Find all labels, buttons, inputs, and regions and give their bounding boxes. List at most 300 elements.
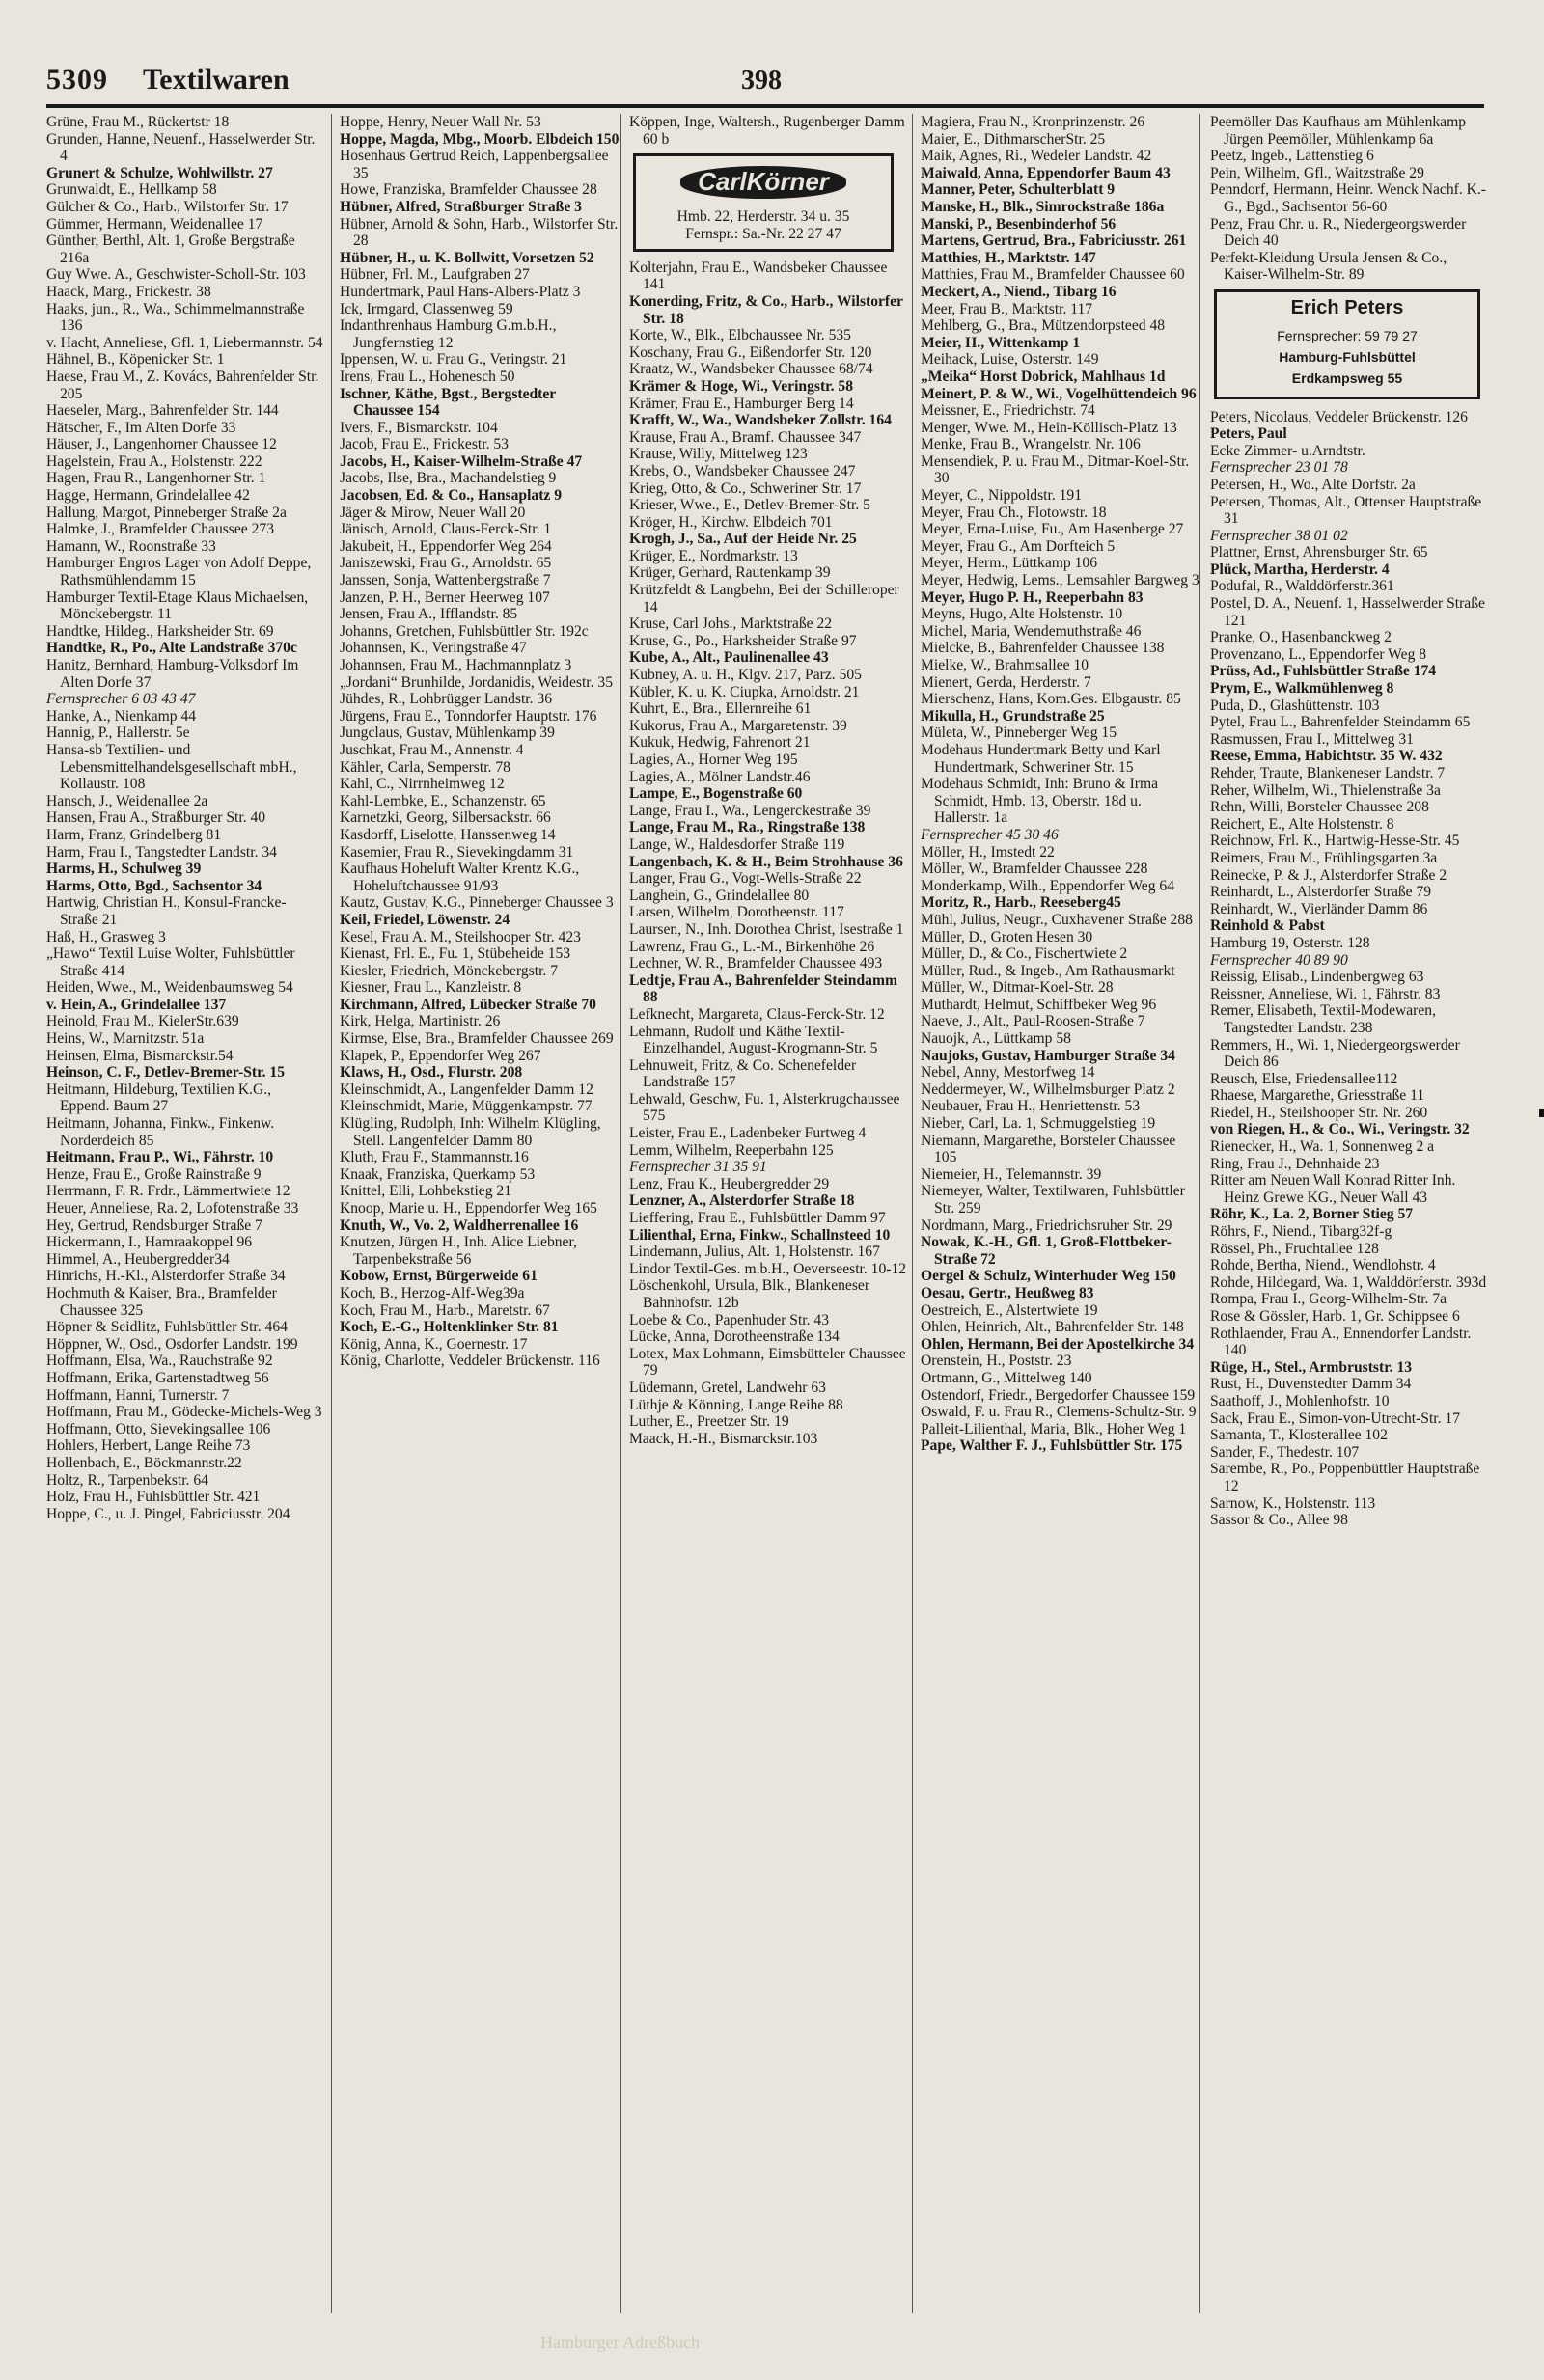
listing-entry: Möller, W., Bramfelder Chaussee 228 (921, 861, 1148, 878)
listing-entry: Penndorf, Hermann, Heinr. Wenck Nachf. K.-G., Bgd., Sachsentor 56-60 (1210, 181, 1486, 215)
listing-entry: Langhein, G., Grindelallee 80 (629, 887, 810, 904)
listing-entry: Janiszewski, Frau G., Arnoldstr. 65 (340, 555, 552, 572)
listing-entry: Heinsen, Elma, Bismarckstr.54 (46, 1047, 234, 1064)
listing-entry: Pranke, O., Hasenbanckweg 2 (1210, 629, 1392, 646)
listing-entry: Lenz, Frau K., Heubergredder 29 (629, 1175, 830, 1192)
listing-entry: Modehaus Schmidt, Inh: Bruno & Irma Schmidt, Hmb. 13, Oberstr. 18d u. Hallerstr. 1a (921, 776, 1159, 827)
listing-entry: Lehnuweit, Fritz, & Co. Schenefelder Landstraße 157 (629, 1056, 857, 1091)
listing-entry: Niemann, Margarethe, Borsteler Chaussee 105 (921, 1132, 1176, 1166)
listing-entry: Ick, Irmgard, Classenweg 59 (340, 300, 513, 317)
listing-entry: Kasdorff, Liselotte, Hanssenweg 14 (340, 826, 556, 843)
listing-entry: Remmers, H., Wi. 1, Niedergeorgswerder Deich 86 (1210, 1036, 1460, 1071)
listing-entry: Halmke, J., Bramfelder Chaussee 273 (46, 521, 275, 538)
listing-entry: Kuhrt, E., Bra., Ellernreihe 61 (629, 700, 812, 718)
listing-entry: Reichnow, Frl. K., Hartwig-Hesse-Str. 45 (1210, 833, 1460, 850)
listing-entry: Nowak, K.-H., Gfl. 1, Groß-Flottbeker-Straße 72 (921, 1234, 1172, 1268)
listing-entry: Meyer, C., Nippoldstr. 191 (921, 487, 1083, 505)
listing-entry: v. Hein, A., Grindelallee 137 (46, 996, 227, 1013)
listing-entry: Peetz, Ingeb., Lattenstieg 6 (1210, 148, 1374, 165)
listing-entry: v. Hacht, Anneliese, Gfl. 1, Liebermannstr. 54 (46, 334, 323, 351)
listing-entry: Ohlen, Hermann, Bei der Apostelkirche 34 (921, 1335, 1195, 1353)
listing-entry: Hundertmark, Paul Hans-Albers-Platz 3 (340, 283, 581, 300)
listing-entry: Hoffmann, Erika, Gartenstadtweg 56 (46, 1369, 269, 1386)
listing-entry: Heinson, C. F., Detlev-Bremer-Str. 15 (46, 1064, 286, 1081)
listing-entry: Koch, E.-G., Holtenklinker Str. 81 (340, 1319, 559, 1336)
listing-entry: Rehder, Traute, Blankeneser Landstr. 7 (1210, 765, 1446, 781)
listing-entry: Fernsprecher 31 35 91 (629, 1159, 767, 1176)
listing-entry: Johanns, Gretchen, Fuhlsbüttler Str. 192c (340, 622, 589, 640)
listing-entry: Koch, B., Herzog-Alf-Weg39a (340, 1284, 525, 1301)
listing-entry: Hanke, A., Nienkamp 44 (46, 707, 197, 725)
listing-entry: Lawrenz, Frau G., L.-M., Birkenhöhe 26 (629, 938, 875, 955)
listing-entry: Oergel & Schulz, Winterhuder Weg 150 (921, 1268, 1176, 1285)
listing-entry: Kröger, H., Kirchw. Elbdeich 701 (629, 513, 833, 531)
listing-entry: Guy Wwe. A., Geschwister-Scholl-Str. 103 (46, 266, 306, 284)
listing-entry: Manski, P., Besenbinderhof 56 (921, 215, 1117, 233)
listing-entry: Rehn, Willi, Borsteler Chaussee 208 (1210, 799, 1429, 816)
listing-entry: Hollenbach, E., Böckmannstr.22 (46, 1454, 242, 1471)
listing-entry: Jacobs, H., Kaiser-Wilhelm-Straße 47 (340, 452, 583, 470)
listing-entry: Heitmann, Johanna, Finkw., Finkenw. Norderdeich 85 (46, 1115, 275, 1149)
listing-entry: Lieffering, Frau E., Fuhlsbüttler Damm 97 (629, 1210, 886, 1227)
listing-entry: Maik, Agnes, Ri., Wedeler Landstr. 42 (921, 148, 1152, 165)
listing-entry: Höppner, W., Osd., Osdorfer Landstr. 199 (46, 1335, 298, 1353)
listing-entry: Reinhardt, L., Alsterdorfer Straße 79 (1210, 884, 1432, 901)
listing-entry: Meinert, P. & W., Wi., Vogelhüttendeich 96 (921, 385, 1197, 402)
listing-entry: Hoffmann, Hanni, Turnerstr. 7 (46, 1386, 230, 1404)
listing-entry: Jühdes, R., Lohbrügger Landstr. 36 (340, 691, 553, 708)
listing-entry: Menke, Frau B., Wrangelstr. Nr. 106 (921, 436, 1141, 453)
carl-koerner-advertisement (633, 153, 894, 252)
listing-entry: Hosenhaus Gertrud Reich, Lappenbergsallee 35 (340, 148, 609, 181)
listing-entry: Modehaus Hundertmark Betty und Karl Hundertmark, Schweriner Str. 15 (921, 741, 1161, 776)
listing-entry: Handtke, R., Po., Alte Landstraße 370c (46, 640, 297, 657)
listing-entry: Karnetzki, Georg, Silbersackstr. 66 (340, 809, 551, 827)
listing-entry: Oswald, F. u. Frau R., Clemens-Schultz-Str. 9 (921, 1404, 1197, 1421)
listing-entry: Knoop, Marie u. H., Eppendorfer Weg 165 (340, 1200, 597, 1217)
listing-entry: Lücke, Anna, Dorotheenstraße 134 (629, 1328, 840, 1346)
listing-entry: Podufal, R., Walddörferstr.361 (1210, 578, 1394, 595)
listing-entry: Herrmann, F. R. Frdr., Lämmertwiete 12 (46, 1183, 290, 1200)
listing-entry: Niemeyer, Walter, Textilwaren, Fuhlsbüttler Str. 259 (921, 1183, 1185, 1217)
listing-entry: Sander, F., Thedestr. 107 (1210, 1443, 1360, 1461)
listing-entry: Müller, W., Ditmar-Koel-Str. 28 (921, 979, 1114, 997)
listing-entry: Matthies, Frau M., Bramfelder Chaussee 60 (921, 266, 1185, 284)
listing-entry: Müller, D., & Co., Fischertwiete 2 (921, 945, 1128, 963)
listing-entry: Riedel, H., Steilshooper Str. Nr. 260 (1210, 1104, 1428, 1121)
listing-entry: Oestreich, E., Alstertwiete 19 (921, 1301, 1098, 1319)
listing-entry: Fernsprecher 40 89 90 (1210, 951, 1348, 969)
listing-entry: Kraatz, W., Wandsbeker Chaussee 68/74 (629, 361, 873, 378)
listing-entry: Lindemann, Julius, Alt. 1, Holstenstr. 167 (629, 1244, 880, 1261)
listing-entry: Meyer, Herm., Lüttkamp 106 (921, 555, 1097, 572)
listing-entry: Lindor Textil-Ges. m.b.H., Oeverseestr. 10-12 (629, 1260, 907, 1277)
listing-entry: Johannsen, K., Veringstraße 47 (340, 640, 527, 657)
listing-entry: Hohlers, Herbert, Lange Reihe 73 (46, 1437, 251, 1455)
listing-entry: Loebe & Co., Papenhuder Str. 43 (629, 1311, 830, 1328)
listing-entry: Palleit-Lilienthal, Maria, Blk., Hoher Weg 1 (921, 1420, 1187, 1437)
listing-entry: Mienert, Gerda, Herderstr. 7 (921, 673, 1091, 691)
listing-entry: Peters, Paul (1210, 425, 1287, 443)
listing-entry: Meyer, Hedwig, Lems., Lemsahler Bargweg 3 (921, 572, 1199, 589)
listing-entry: Kluth, Frau F., Stammannstr.16 (340, 1149, 529, 1166)
listing-entry: Kukuk, Hedwig, Fahrenort 21 (629, 734, 811, 752)
listing-entry: Hallung, Margot, Pinneberger Straße 2a (46, 504, 287, 521)
listing-entry: Irens, Frau L., Hohenesch 50 (340, 368, 515, 385)
listing-entry: Johannsen, Frau M., Hachmannplatz 3 (340, 657, 572, 673)
listing-entry: Kruse, G., Po., Harksheider Straße 97 (629, 632, 857, 649)
listing-entry: Hamburger Engros Lager von Adolf Deppe, Rathsmühlendamm 15 (46, 555, 312, 589)
listing-entry: Krafft, W., Wa., Wandsbeker Zollstr. 164 (629, 412, 892, 429)
listing-entry: Matthies, H., Marktstr. 147 (921, 249, 1096, 266)
listing-columns (46, 114, 1487, 2323)
listing-entry: Hoffmann, Elsa, Wa., Rauchstraße 92 (46, 1353, 273, 1370)
listing-entry: Hätscher, F., Im Alten Dorfe 33 (46, 419, 236, 436)
listing-entry: Meyns, Hugo, Alte Holstenstr. 10 (921, 606, 1123, 623)
listing-entry: Grunwaldt, E., Hellkamp 58 (46, 181, 217, 199)
listing-entry: Heinold, Frau M., KielerStr.639 (46, 1013, 239, 1030)
listing-entry: Meer, Frau B., Marktstr. 117 (921, 300, 1093, 317)
listing-entry: Howe, Franziska, Bramfelder Chaussee 28 (340, 181, 597, 199)
listing-entry: Krause, Willy, Mittelweg 123 (629, 446, 808, 463)
listing-entry: Plattner, Ernst, Ahrensburger Str. 65 (1210, 544, 1428, 561)
listing-entry: Nauojk, A., Lüttkamp 58 (921, 1030, 1071, 1048)
listing-entry: Krieser, Wwe., E., Detlev-Bremer-Str. 5 (629, 497, 870, 514)
listing-entry: Jacobs, Ilse, Bra., Machandelstieg 9 (340, 470, 557, 487)
listing-entry: Hanitz, Bernhard, Hamburg-Volksdorf Im Alten Dorfe 37 (46, 657, 299, 691)
listing-entry: Indanthrenhaus Hamburg G.m.b.H., Jungfernstieg 12 (340, 317, 557, 351)
listing-entry: Sarembe, R., Po., Poppenbüttler Hauptstraße 12 (1210, 1461, 1480, 1494)
listing-entry: Koch, Frau M., Harb., Maretstr. 67 (340, 1301, 550, 1319)
column-3 (629, 114, 911, 2323)
listing-entry: Lüdemann, Gretel, Landwehr 63 (629, 1379, 826, 1396)
listing-entry: Grunden, Hanne, Neuenf., Hasselwerder Str. 4 (46, 130, 316, 165)
listing-entry: Leister, Frau E., Ladenbeker Furtweg 4 (629, 1125, 867, 1142)
section-code: 5309 (46, 64, 108, 96)
listing-entry: Luther, E., Preetzer Str. 19 (629, 1413, 789, 1431)
listing-entry: Kahl, C., Nirrnheimweg 12 (340, 776, 505, 793)
listing-entry: Nordmann, Marg., Friedrichsruher Str. 29 (921, 1217, 1172, 1234)
listing-entry: Reinhold & Pabst (1210, 917, 1325, 935)
listing-entry: Jacobsen, Ed. & Co., Hansaplatz 9 (340, 487, 563, 505)
listing-entry: Kleinschmidt, A., Langenfelder Damm 12 (340, 1081, 593, 1098)
listing-entry: Krieg, Otto, & Co., Schweriner Str. 17 (629, 479, 862, 497)
listing-entry: Maier, E., DithmarscherStr. 25 (921, 130, 1106, 148)
listing-entry: Larsen, Wilhelm, Dorotheenstr. 117 (629, 904, 844, 921)
listing-entry: Penz, Frau Chr. u. R., Niedergeorgswerder Deich 40 (1210, 215, 1467, 250)
listing-entry: Günther, Berthl, Alt. 1, Große Bergstraße 216a (46, 233, 295, 266)
listing-entry: Lotex, Max Lohmann, Eimsbütteler Chaussee 79 (629, 1345, 906, 1380)
listing-entry: Mensendiek, P. u. Frau M., Ditmar-Koel-Str. 30 (921, 452, 1190, 487)
listing-entry: Puda, D., Glashüttenstr. 103 (1210, 697, 1380, 714)
listing-entry: Kahl-Lembke, E., Schanzenstr. 65 (340, 792, 546, 809)
listing-entry: Fernsprecher 23 01 78 (1210, 459, 1348, 477)
listing-entry: Fernsprecher 45 30 46 (921, 826, 1059, 843)
listing-entry: Hansa-sb Textilien- und Lebensmittelhandelsgesellschaft mbH., Kollaustr. 108 (46, 741, 297, 793)
listing-entry: Lehwald, Geschw, Fu. 1, Alsterkrugchaussee 575 (629, 1090, 900, 1125)
listing-entry: Harm, Franz, Grindelberg 81 (46, 826, 222, 843)
listing-entry: Knaak, Franziska, Querkamp 53 (340, 1165, 536, 1183)
ad-street: Erdkampsweg 55 (1291, 369, 1403, 386)
listing-entry: Himmel, A., Heubergredder34 (46, 1250, 230, 1268)
section-title: Textilwaren (143, 64, 290, 96)
listing-entry: Ring, Frau J., Dehnhaide 23 (1210, 1155, 1380, 1172)
ad-address: Hmb. 22, Herderstr. 34 u. 35 (676, 207, 850, 225)
listing-entry: Michel, Maria, Wendemuthstraße 46 (921, 622, 1142, 640)
listing-entry: Petersen, H., Wo., Alte Dorfstr. 2a (1210, 476, 1416, 493)
listing-entry: Hagen, Frau R., Langenhorner Str. 1 (46, 470, 266, 487)
listing-entry: Heitmann, Frau P., Wi., Fährstr. 10 (46, 1149, 274, 1166)
listing-entry: Holtz, R., Tarpenbekstr. 64 (46, 1471, 208, 1489)
listing-entry: Lange, W., Haldesdorfer Straße 119 (629, 835, 845, 853)
edge-mark (1539, 1109, 1544, 1117)
listing-entry: Janssen, Sonja, Wattenbergstraße 7 (340, 572, 551, 589)
listing-entry: Maiwald, Anna, Eppendorfer Baum 43 (921, 164, 1171, 181)
header-rule (46, 104, 1484, 108)
listing-entry: Hartwig, Christian H., Konsul-Francke-Straße 21 (46, 894, 287, 928)
listing-entry: Hochmuth & Kaiser, Bra., Bramfelder Chaussee 325 (46, 1284, 277, 1319)
listing-entry: Haeseler, Marg., Bahrenfelder Str. 144 (46, 402, 279, 420)
listing-entry: Kirmse, Else, Bra., Bramfelder Chaussee 269 (340, 1030, 614, 1048)
listing-entry: Rhaese, Margarethe, Griesstraße 11 (1210, 1087, 1425, 1105)
listing-entry: Hamburger Textil-Etage Klaus Michaelsen, Mönckebergstr. 11 (46, 588, 309, 623)
listing-entry: Sarnow, K., Holstenstr. 113 (1210, 1494, 1376, 1512)
listing-entry: Kleinschmidt, Marie, Müggenkampstr. 77 (340, 1098, 593, 1115)
listing-entry: Rompa, Frau I., Georg-Wilhelm-Str. 7a (1210, 1291, 1448, 1308)
listing-entry: Heiden, Wwe., M., Weidenbaumsweg 54 (46, 979, 293, 997)
listing-entry: Hey, Gertrud, Rendsburger Straße 7 (46, 1217, 262, 1234)
listing-entry: Menger, Wwe. M., Hein-Köllisch-Platz 13 (921, 419, 1177, 436)
listing-entry: Müller, D., Groten Hesen 30 (921, 928, 1093, 945)
listing-entry: Knittel, Elli, Lohbekstieg 21 (340, 1183, 512, 1200)
listing-entry: Mehlberg, G., Bra., Mützendorpsteed 48 (921, 317, 1166, 335)
listing-entry: Krüger, Gerhard, Rautenkamp 39 (629, 564, 831, 582)
listing-entry: Handtke, Hildeg., Harksheider Str. 69 (46, 622, 274, 640)
listing-entry: Röhr, K., La. 2, Borner Stieg 57 (1210, 1206, 1414, 1223)
listing-entry: Ippensen, W. u. Frau G., Veringstr. 21 (340, 351, 567, 369)
column-2 (340, 114, 620, 2323)
listing-entry: Kubney, A. u. H., Klgv. 217, Parz. 505 (629, 667, 862, 684)
listing-entry: Martens, Gertrud, Bra., Fabriciusstr. 261 (921, 233, 1187, 250)
listing-entry: Hähnel, B., Köpenicker Str. 1 (46, 351, 225, 369)
page-number: 398 (741, 66, 782, 96)
listing-entry: Niemeier, H., Telemannstr. 39 (921, 1165, 1102, 1183)
listing-entry: Rose & Gössler, Harb. 1, Gr. Schippsee 6 (1210, 1308, 1460, 1325)
listing-entry: Hagelstein, Frau A., Holstenstr. 222 (46, 452, 262, 470)
listing-entry: Mületa, W., Pinneberger Weg 15 (921, 725, 1117, 742)
listing-entry: Harm, Frau I., Tangstedter Landstr. 34 (46, 843, 277, 861)
listing-entry: Laursen, N., Inh. Dorothea Christ, Isestraße 1 (629, 920, 904, 938)
listing-entry: Heuer, Anneliese, Ra. 2, Lofotenstraße 33 (46, 1200, 299, 1217)
listing-entry: Kähler, Carla, Semperstr. 78 (340, 758, 510, 776)
listing-entry: Lechner, W. R., Bramfelder Chaussee 493 (629, 955, 883, 972)
listing-entry: Kiesner, Frau L., Kanzleistr. 8 (340, 979, 522, 997)
listing-entry: Hagge, Hermann, Grindelallee 42 (46, 487, 250, 505)
listing-entry: Lüthje & Könning, Lange Reihe 88 (629, 1396, 843, 1413)
listing-entry: Ledtje, Frau A., Bahrenfelder Steindamm 88 (629, 971, 897, 1006)
listing-entry: Hamburg 19, Osterstr. 128 (1210, 934, 1370, 951)
listing-entry: Rüge, H., Stel., Armbruststr. 13 (1210, 1358, 1413, 1376)
listing-entry: Reissig, Elisab., Lindenbergweg 63 (1210, 969, 1424, 986)
listing-entry: Ohlen, Heinrich, Alt., Bahrenfelder Str. 148 (921, 1319, 1184, 1336)
listing-entry: Krüger, E., Nordmarkstr. 13 (629, 547, 798, 564)
listing-entry: Jacob, Frau E., Frickestr. 53 (340, 436, 509, 453)
listing-entry: Meier, H., Wittenkamp 1 (921, 334, 1081, 351)
listing-entry: Naeve, J., Alt., Paul-Roosen-Straße 7 (921, 1013, 1145, 1030)
listing-entry: Meyer, Erna-Luise, Fu., Am Hasenberge 27 (921, 521, 1184, 538)
listing-entry: Kesel, Frau A. M., Steilshooper Str. 423 (340, 928, 581, 945)
listing-entry: Kübler, K. u. K. Ciupka, Arnoldstr. 21 (629, 683, 860, 700)
listing-entry: Klügling, Rudolph, Inh: Wilhelm Klügling, Stell. Langenfelder Damm 80 (340, 1115, 601, 1149)
listing-entry: Röhrs, F., Niend., Tibarg32f-g (1210, 1223, 1392, 1241)
listing-entry: Provenzano, L., Eppendorfer Weg 8 (1210, 645, 1427, 663)
ad-phone: Fernspr.: Sa.-Nr. 22 27 47 (685, 225, 841, 242)
listing-entry: Hinrichs, H.-Kl., Alsterdorfer Straße 34 (46, 1268, 286, 1285)
listing-entry: Rasmussen, Frau I., Mittelweg 31 (1210, 730, 1414, 748)
listing-entry: Petersen, Thomas, Alt., Ottenser Hauptstraße 31 (1210, 493, 1482, 528)
listing-entry: Rienecker, H., Wa. 1, Sonnenweg 2 a (1210, 1138, 1435, 1156)
listing-entry: Hoffmann, Otto, Sievekingsallee 106 (46, 1420, 271, 1437)
listing-entry: Rust, H., Duvenstedter Damm 34 (1210, 1376, 1412, 1393)
listing-entry: Hoffmann, Frau M., Gödecke-Michels-Weg 3 (46, 1404, 322, 1421)
listing-entry: Moritz, R., Harb., Reeseberg45 (921, 894, 1121, 912)
listing-entry: Kautz, Gustav, K.G., Pinneberger Chaussee 3 (340, 894, 614, 912)
listing-entry: Muthardt, Helmut, Schiffbeker Weg 96 (921, 996, 1157, 1013)
listing-entry: Krogh, J., Sa., Auf der Heide Nr. 25 (629, 531, 857, 548)
listing-entry: Knuth, W., Vo. 2, Waldherrenallee 16 (340, 1217, 579, 1234)
listing-entry: Keil, Friedel, Löwenstr. 24 (340, 911, 510, 928)
listing-entry: Hoppe, Henry, Neuer Wall Nr. 53 (340, 114, 541, 130)
listing-entry: Heitmann, Hildeburg, Textilien K.G., Eppend. Baum 27 (46, 1081, 272, 1115)
listing-entry: Ostendorf, Friedr., Bergedorfer Chaussee 159 (921, 1386, 1196, 1404)
listing-entry: Plück, Martha, Herderstr. 4 (1210, 561, 1390, 578)
listing-entry: Meihack, Luise, Osterstr. 149 (921, 351, 1099, 369)
listing-entry: Manske, H., Blk., Simrockstraße 186a (921, 198, 1165, 215)
listing-entry: Reese, Emma, Habichtstr. 35 W. 432 (1210, 748, 1443, 765)
listing-entry: Reusch, Else, Friedensallee112 (1210, 1070, 1398, 1087)
listing-entry: Ivers, F., Bismarckstr. 104 (340, 419, 498, 436)
listing-entry: Lampe, E., Bogenstraße 60 (629, 785, 803, 803)
listing-entry: Jänisch, Arnold, Claus-Ferck-Str. 1 (340, 521, 552, 538)
listing-entry: Häuser, J., Langenhorner Chaussee 12 (46, 436, 277, 453)
listing-entry: Lilienthal, Erna, Finkw., Schallnsteed 10 (629, 1226, 891, 1244)
listing-entry: Ortmann, G., Mittelweg 140 (921, 1369, 1092, 1386)
listing-entry: Juschkat, Frau M., Annenstr. 4 (340, 741, 524, 758)
listing-entry: Kube, A., Alt., Paulinenallee 43 (629, 649, 829, 667)
listing-entry: Henze, Frau E., Große Rainstraße 9 (46, 1165, 262, 1183)
listing-entry: Peters, Nicolaus, Veddeler Brückenstr. 126 (1210, 408, 1468, 425)
ad-phone: Fernsprecher: 59 79 27 (1277, 327, 1418, 343)
listing-entry: Kienast, Frl. E., Fu. 1, Stübeheide 153 (340, 945, 571, 963)
listing-entry: Kirk, Helga, Martinistr. 26 (340, 1013, 501, 1030)
listing-entry: Heins, W., Marnitzstr. 51a (46, 1030, 205, 1048)
listing-entry: Lefknecht, Margareta, Claus-Ferck-Str. 12 (629, 1005, 885, 1023)
listing-entry: Reissner, Anneliese, Wi. 1, Fährstr. 83 (1210, 985, 1441, 1002)
listing-entry: von Riegen, H., & Co., Wi., Veringstr. 32 (1210, 1121, 1470, 1138)
listing-entry: Möller, H., Imstedt 22 (921, 843, 1055, 861)
listing-entry: Pein, Wilhelm, Gfl., Waitzstraße 29 (1210, 164, 1424, 181)
listing-entry: Hickermann, I., Hamraakoppel 96 (46, 1234, 253, 1251)
listing-entry: Köppen, Inge, Waltersh., Rugenberger Damm 60 b (629, 114, 905, 148)
listing-entry: Krämer, Frau E., Hamburger Berg 14 (629, 395, 854, 412)
listing-entry: Rohde, Hildegard, Wa. 1, Walddörferstr. 393d (1210, 1273, 1487, 1291)
carl-koerner-logo: CarlKörner (680, 166, 846, 199)
listing-entry: Jäger & Mirow, Neuer Wall 20 (340, 504, 526, 521)
listing-entry: Ecke Zimmer- u.Arndtstr. (1210, 442, 1365, 459)
listing-entry: „Hawo“ Textil Luise Wolter, Fuhlsbüttler Straße 414 (46, 945, 295, 979)
column-5 (1210, 114, 1488, 2323)
listing-entry: Klapek, P., Eppendorfer Weg 267 (340, 1047, 541, 1064)
listing-entry: Prüss, Ad., Fuhlsbüttler Straße 174 (1210, 663, 1437, 680)
listing-entry: Hansch, J., Weidenallee 2a (46, 792, 208, 809)
listing-entry: Harms, Otto, Bgd., Sachsentor 34 (46, 877, 262, 894)
listing-entry: Hannig, P., Hallerstr. 5e (46, 725, 190, 742)
listing-entry: Naujoks, Gustav, Hamburger Straße 34 (921, 1047, 1175, 1064)
ad-city: Hamburg-Fuhlsbüttel (1279, 348, 1416, 365)
listing-entry: Reinhardt, W., Vierländer Damm 86 (1210, 900, 1428, 917)
listing-entry: König, Anna, K., Goernestr. 17 (340, 1335, 528, 1353)
listing-entry: Hoppe, C., u. J. Pingel, Fabriciusstr. 204 (46, 1505, 290, 1522)
listing-entry: „Jordani“ Brunhilde, Jordanidis, Weidestr. 35 (340, 673, 613, 691)
listing-entry: Lagies, A., Mölner Landstr.46 (629, 768, 811, 785)
listing-entry: Mielke, W., Brahmsallee 10 (921, 657, 1089, 673)
listing-entry: Kolterjahn, Frau E., Wandsbeker Chaussee 141 (629, 259, 888, 293)
listing-entry: Löschenkohl, Ursula, Blk., Blankeneser Bahnhofstr. 12b (629, 1277, 870, 1311)
listing-entry: Haß, H., Grasweg 3 (46, 928, 166, 945)
listing-entry: Prym, E., Walkmühlenweg 8 (1210, 680, 1394, 698)
listing-entry: Ritter am Neuen Wall Konrad Ritter Inh. Heinz Grewe KG., Neuer Wall 43 (1210, 1172, 1456, 1206)
listing-entry: Korte, W., Blk., Elbchaussee Nr. 535 (629, 327, 851, 344)
listing-entry: Mikulla, H., Grundstraße 25 (921, 707, 1105, 725)
listing-entry: Kirchmann, Alfred, Lübecker Straße 70 (340, 996, 596, 1013)
listing-entry: Haese, Frau M., Z. Kovács, Bahrenfelder Str. 205 (46, 368, 319, 402)
listing-entry: Gülcher & Co., Harb., Wilstorfer Str. 17 (46, 198, 289, 215)
listing-entry: Hübner, H., u. K. Bollwitt, Vorsetzen 52 (340, 249, 594, 266)
listing-entry: Grunert & Schulze, Wohlwillstr. 27 (46, 164, 273, 181)
listing-entry: Reichert, E., Alte Holstenstr. 8 (1210, 815, 1394, 833)
listing-entry: Reinecke, P. & J., Alsterdorfer Straße 2 (1210, 866, 1448, 884)
page-header (46, 60, 1482, 106)
listing-entry: Mierschenz, Hans, Kom.Ges. Elbgaustr. 85 (921, 691, 1181, 708)
listing-entry: Hamann, W., Roonstraße 33 (46, 537, 216, 555)
listing-entry: Fernsprecher 38 01 02 (1210, 527, 1348, 544)
listing-entry: Lemm, Wilhelm, Reeperbahn 125 (629, 1141, 834, 1159)
listing-entry: Neubauer, Frau H., Henriettenstr. 53 (921, 1098, 1141, 1115)
listing-entry: „Meika“ Horst Dobrick, Mahlhaus 1d (921, 368, 1166, 385)
listing-entry: Mühl, Julius, Neugr., Cuxhavener Straße 288 (921, 911, 1193, 928)
listing-entry: Klaws, H., Osd., Flurstr. 208 (340, 1064, 523, 1081)
listing-entry: Kukorus, Frau A., Margaretenstr. 39 (629, 717, 847, 734)
listing-entry: Gümmer, Hermann, Weidenallee 17 (46, 215, 263, 233)
listing-entry: Langer, Frau G., Vogt-Wells-Straße 22 (629, 870, 862, 888)
listing-entry: Fernsprecher 6 03 43 47 (46, 691, 196, 708)
listing-entry: Janzen, P. H., Berner Heerweg 107 (340, 588, 550, 606)
listing-entry: Reher, Wilhelm, Wi., Thielenstraße 3a (1210, 781, 1441, 799)
listing-entry: Hübner, Arnold & Sohn, Harb., Wilstorfer Str. 28 (340, 215, 619, 250)
listing-entry: Perfekt-Kleidung Ursula Jensen & Co., Kaiser-Wilhelm-Str. 89 (1210, 249, 1448, 284)
listing-entry: Koschany, Frau G., Eißendorfer Str. 120 (629, 343, 872, 361)
listing-entry: Müller, Rud., & Ingeb., Am Rathausmarkt (921, 962, 1175, 979)
erich-peters-advertisement (1214, 289, 1480, 399)
listing-entry: Lehmann, Rudolf und Käthe Textil-Einzelhandel, August-Krogmann-Str. 5 (629, 1023, 878, 1057)
ad-company-name: Erich Peters (1290, 296, 1404, 318)
listing-entry: Reimers, Frau M., Frühlingsgarten 3a (1210, 849, 1438, 866)
listing-entry: Jensen, Frau A., Ifflandstr. 85 (340, 606, 518, 623)
listing-entry: Rohde, Bertha, Niend., Wendlohstr. 4 (1210, 1257, 1436, 1274)
listing-entry: Oesau, Gertr., Heußweg 83 (921, 1284, 1094, 1301)
listing-entry: Lange, Frau I., Wa., Lengerckestraße 39 (629, 802, 871, 819)
listing-entry: Sack, Frau E., Simon-von-Utrecht-Str. 17 (1210, 1409, 1460, 1427)
